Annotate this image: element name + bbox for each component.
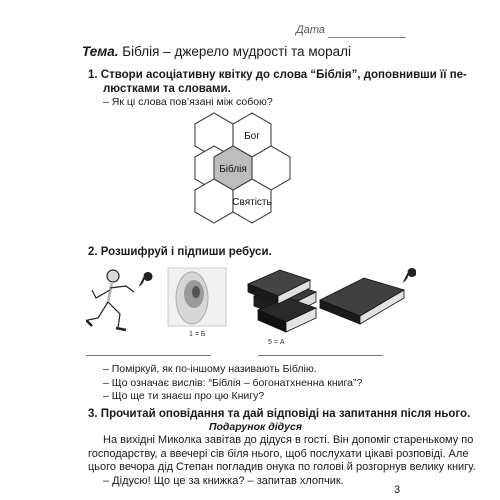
task-2-text: Розшифруй і підпиши ребуси. [100,246,272,258]
story-line-3: цього вечора дід Степан погладив онука по голові й розгорнув велику книгу. [88,461,476,473]
book-stack-icon [248,270,316,332]
task-1 [88,68,467,96]
page-title [82,44,351,59]
comma-mark-left [139,273,152,287]
date-label: Дата [296,24,326,36]
hex-label-bibliia: Біблія [219,164,247,175]
book-icon [320,278,404,324]
running-man-icon [86,270,134,330]
hex-label-bog: Бог [244,131,260,142]
story-title: Подарунок дідуся [208,421,303,433]
task-1-line-1: Створи асоціативну квітку до слова “Біблія”, доповнивши її пе- [100,69,467,81]
page-number: 3 [394,484,401,496]
task-1-line-2: люстками та словами. [103,83,231,95]
topic-prefix: Тема. [82,44,119,59]
bottle-photo-icon [168,268,226,326]
task-2-number: 2. [88,246,98,258]
task-1-question: – Як ці слова пов’язані між собою? [103,96,273,108]
question-2: – Що означає вислів: “Біблія – богонатхненна книга”? [103,376,363,389]
rebus-label-2: 5 = А [268,339,285,346]
rebus-pictures [86,262,416,350]
answer-line-2[interactable] [258,355,383,356]
rebus-label-1: 1 = Б [189,331,206,338]
questions-list [103,363,362,404]
hex-label-sviatist: Святість [232,197,272,208]
answer-line-1[interactable] [86,355,211,356]
story-text [88,434,476,488]
task-1-number: 1. [88,69,98,81]
topic-text: Біблія – джерело мудрості та моралі [122,44,352,59]
question-3: – Що ще ти знаєш про цю Книгу? [103,390,265,402]
comma-mark-right [403,269,416,283]
task-2 [88,245,272,259]
date-line [328,37,406,38]
task-3-number: 3. [88,408,98,420]
story-line-1: На вихідні Миколка завітав до дідуся в гості. Він допоміг старенькому по [103,434,474,446]
task-3-text: Прочитай оповідання та дай відповіді на запитання після нього. [100,408,471,420]
question-1: – Поміркуй, як по-іншому називають Біблію. [103,363,317,375]
task-3 [88,407,470,421]
hexagon-flower [180,105,330,235]
story-line-4: – Дідусю! Що це за книжка? – запитав хлопчик. [103,474,344,487]
story-line-2: господарству, а ввечері сів біля нього, щоб послухати цікаві розповіді. Але [88,447,469,460]
